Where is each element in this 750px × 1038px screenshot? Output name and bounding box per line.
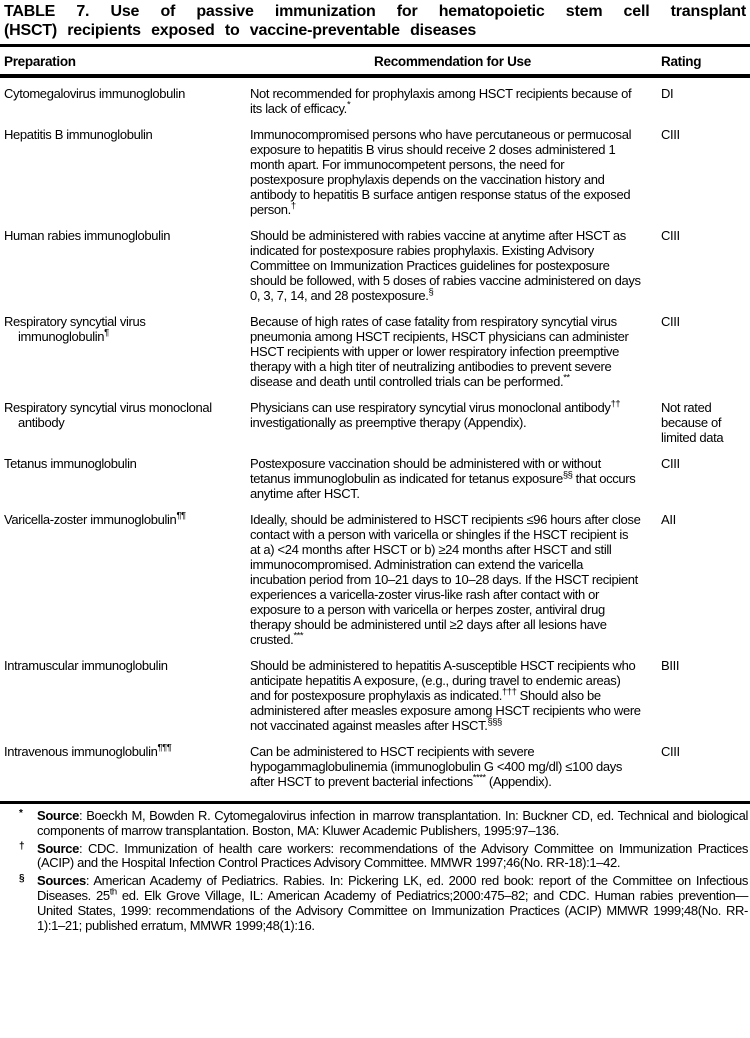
table-title-line2: (HSCT) recipients exposed to vaccine-preventable diseases [4, 22, 477, 39]
superscript-marker: * [346, 99, 351, 111]
superscript-marker: **** [472, 772, 486, 784]
superscript-marker: † [290, 200, 296, 212]
recommendation-cell: Can be administered to HSCT recipients with severe hypogammaglobulinemia (immunoglobulin G <400 mg/dl) ≤100 days after HSCT to prevent bacterial infections**** (Appendix). [250, 744, 623, 789]
footnote-text: Source: CDC. Immunization of health care workers: recommendations of the Advisory Committee on Immunization Practices (ACIP) and the Hospital Infection Control Practices Advisory Committee. MMWR 1997;46(No. RR-18):1–42. [37, 840, 748, 871]
recommendation-cell: Not recommended for prophylaxis among HSCT recipients because of its lack of efficacy.* [250, 86, 632, 116]
rating-cell: CIII [661, 456, 680, 471]
rating-cell: CIII [661, 744, 680, 759]
superscript-marker: § [428, 286, 434, 298]
superscript-marker: §§§ [487, 716, 502, 728]
preparation-cell: Tetanus immunoglobulin [4, 456, 137, 471]
recommendation-cell: Should be administered to hepatitis A-susceptible HSCT recipients who anticipate hepatitis A exposure, (e.g., during travel to endemic areas) and for postexposure prophylaxis as indicated.††† Should also be administered after measles exposure among HSCT recipients who were not vaccinated against measles after HSCT.§§§ [250, 658, 641, 733]
preparation-cell: Varicella-zoster immunoglobulin¶¶ [4, 510, 186, 527]
column-header-recommendation: Recommendation for Use [250, 46, 655, 77]
footnote [0, 874, 750, 933]
table-row [0, 658, 750, 744]
preparation-cell: Intravenous immunoglobulin¶¶¶ [4, 742, 172, 759]
recommendation-cell: Immunocompromised persons who have percutaneous or permucosal exposure to hepatitis B virus should receive 2 doses administered 1 month apart. For immunocompetent persons, the need for postexposure prophylaxis depends on the vaccination history and antibody to hepatitis B surface antigen response status of the exposed person.† [250, 127, 632, 217]
footnotes [0, 804, 750, 933]
superscript-marker: ¶ [104, 327, 109, 339]
rating-cell: Not rated because of limited data [661, 400, 724, 445]
superscript-marker: ¶¶¶ [157, 742, 172, 754]
table-row [0, 512, 750, 658]
recommendation-cell: Physicians can use respiratory syncytial virus monoclonal antibody†† investigationally as preemptive therapy (Appendix). [250, 398, 621, 430]
footnote [0, 809, 750, 839]
preparation-cell: Respiratory syncytial virus immunoglobulin¶ [4, 314, 146, 344]
rating-cell: CIII [661, 314, 680, 329]
superscript-marker: th [109, 886, 117, 898]
table-title [0, 2, 750, 40]
table-row [0, 76, 750, 127]
recommendation-cell: Should be administered with rabies vaccine at anytime after HSCT as indicated for postexposure rabies prophylaxis. Existing Advisory Committee on Immunization Practices guidelines for postexposure should be followed, with 5 doses of rabies vaccine administered on days 0, 3, 7, 14, and 28 postexposure.§ [250, 228, 641, 303]
table-row [0, 314, 750, 400]
footnote-text: Source: Boeckh M, Bowden R. Cytomegalovirus infection in marrow transplantation. In: Buckner CD, ed. Technical and biological components of marrow transplantation. Boston, MA: Kluwer Academic Publishers, 1995:97–136. [37, 808, 748, 838]
preparation-cell: Cytomegalovirus immunoglobulin [4, 86, 185, 101]
footnote-marker: * [19, 808, 23, 819]
passive-immunization-table [0, 44, 750, 800]
preparation-cell: Hepatitis B immunoglobulin [4, 127, 153, 142]
rating-cell: CIII [661, 228, 680, 243]
recommendation-cell: Postexposure vaccination should be administered with or without tetanus immunoglobulin as indicated for tetanus exposure§§ that occurs anytime after HSCT. [250, 456, 636, 501]
table-row [0, 228, 750, 314]
bold-text: Sources [37, 873, 86, 889]
footnote-marker: § [19, 873, 25, 885]
preparation-cell: Human rabies immunoglobulin [4, 228, 171, 243]
table-title-line1: TABLE 7. Use of passive immunization for hematopoietic stem cell transplant [4, 3, 746, 20]
table-row [0, 400, 750, 456]
superscript-marker: ¶¶ [176, 510, 186, 522]
table-row [0, 127, 750, 228]
column-header-rating: Rating [655, 46, 750, 77]
bold-text: Source [37, 840, 79, 856]
table-body [0, 76, 750, 800]
table-row [0, 456, 750, 512]
bold-text: Source [37, 808, 79, 823]
preparation-cell: Intramuscular immunoglobulin [4, 658, 168, 673]
superscript-marker: ** [563, 372, 570, 384]
rating-cell: CIII [661, 127, 680, 142]
recommendation-cell: Because of high rates of case fatality from respiratory syncytial virus pneumonia among HSCT recipients, HSCT physicians can administer HSCT recipients with upper or lower respiratory infection preemptive therapy with a high titer of neutralizing antibodies to prevent severe disease and death until controlled trials can be performed.** [250, 314, 629, 389]
superscript-marker: ††† [502, 686, 517, 698]
superscript-marker: *** [293, 630, 304, 642]
rating-cell: AII [661, 512, 676, 527]
footnote-marker: † [19, 840, 25, 852]
rating-cell: BIII [661, 658, 680, 673]
table-row [0, 744, 750, 800]
footnote-text: Sources: American Academy of Pediatrics. Rabies. In: Pickering LK, ed. 2000 red book: report of the Committee on Infectious Diseases. 25th ed. Elk Grove Village, IL: American Academy of Pediatrics;2000:475–82; and CDC. Human rabies prevention—United States, 1999: recommendations of the Advisory Committee on Immunization Practices (ACIP) MMWR 1999;48(No. RR-1):1–21; published erratum, MMWR 1999;48(1):16. [37, 873, 748, 933]
preparation-cell: Respiratory syncytial virus monoclonal antibody [4, 400, 212, 430]
recommendation-cell: Ideally, should be administered to HSCT recipients ≤96 hours after close contact with a person with varicella or shingles if the HSCT recipient is at a) <24 months after HSCT or b) ≥24 months after HSCT and still immunocompromised. Administration can extend the varicella incubation period from 10–21 days to 10–28 days. If the HSCT recipient experiences a varicella-zoster virus-like rash after contact with or exposure to a person with varicella or herpes zoster, antiviral drug therapy should be administered until ≥2 days after all lesions have crusted.*** [250, 512, 641, 647]
superscript-marker: §§ [562, 469, 573, 481]
rating-cell: DI [661, 86, 674, 101]
superscript-marker: †† [610, 398, 621, 410]
footnote [0, 842, 750, 872]
column-header-preparation: Preparation [0, 46, 250, 77]
table-header-row [0, 46, 750, 77]
